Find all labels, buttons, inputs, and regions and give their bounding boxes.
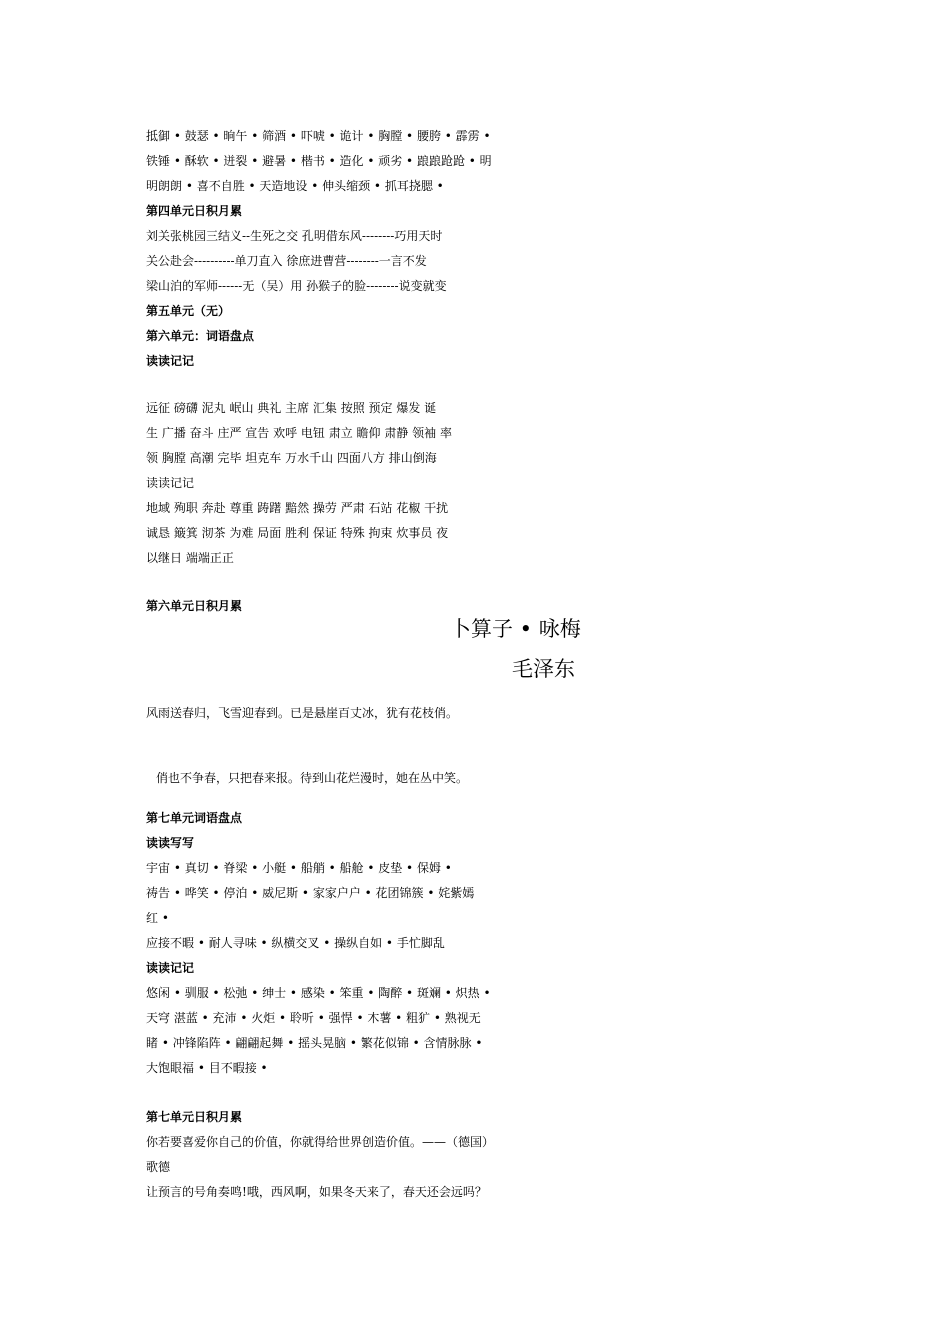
word-line: 生 广播 奋斗 庄严 宣告 欢呼 电钮 肃立 瞻仰 肃静 领袖 率 [146,426,452,440]
unit6-words [146,396,816,571]
unit4-section [146,199,816,299]
unit7-daily-section [146,1105,816,1205]
word-line: 睹 • 冲锋陷阵 • 翩翩起舞 • 摇头晃脑 • 繁花似锦 • 含情脉脉 • [146,1036,483,1050]
unit6-daily-section [146,594,816,619]
poem-author: 毛泽东 [512,657,575,681]
unit3-words-continued [146,124,816,199]
word-line: 地域 殉职 奔赴 尊重 踌躇 黯然 操劳 严肃 石站 花椒 干扰 [146,501,449,515]
subsection-heading: 读读记记 [146,354,195,368]
unit7-section [146,806,816,1081]
unit6-section [146,324,816,374]
word-line: 领 胸膛 高潮 完毕 坦克车 万水千山 四面八方 排山倒海 [146,451,437,465]
word-line: 远征 磅礴 泥丸 岷山 典礼 主席 汇集 按照 预定 爆发 诞 [146,401,437,415]
quote-line: 歌德 [146,1160,171,1174]
quote-line: 你若要喜爱你自己的价值，你就得给世界创造价值。——（德国） [146,1135,495,1149]
idiom-line: 关公赴会----------单刀直入 徐庶进曹营--------一言不发 [146,254,427,268]
poem-line [156,766,826,791]
unit5-section [146,299,816,324]
word-line: 铁锤 • 酥软 • 迸裂 • 避暑 • 楷书 • 造化 • 顽劣 • 踉踉跄跄 • 明 [146,154,492,168]
subsection-heading: 读读写写 [146,836,195,850]
poem-title: 卜算子 • 咏梅 [450,617,581,641]
word-line: 大饱眼福 • 目不暇接 • [146,1061,268,1075]
idiom-line: 刘关张桃园三结义--生死之交 孔明借东风--------巧用天时 [146,229,443,243]
poem-line-text: 俏也不争春，只把春来报。待到山花烂漫时，她在丛中笑。 [156,771,469,785]
section-heading: 第六单元日积月累 [146,599,243,613]
section-heading: 第四单元日积月累 [146,204,243,218]
word-line: 诚恳 簸箕 沏茶 为难 局面 胜利 保证 特殊 拘束 炊事员 夜 [146,526,449,540]
poem-line [146,701,816,726]
word-line: 红 • [146,911,169,925]
idiom-line: 梁山泊的军师------无（吴）用 孙猴子的脸--------说变就变 [146,279,447,293]
quote-line: 让预言的号角奏鸣!哦，西风啊，如果冬天来了，春天还会远吗？ [146,1185,487,1199]
poem-line-text: 风雨送春归，飞雪迎春到。已是悬崖百丈冰，犹有花枝俏。 [146,706,459,720]
subsection-heading: 读读记记 [146,476,195,490]
section-heading: 第七单元日积月累 [146,1110,243,1124]
word-line: 明朗朗 • 喜不自胜 • 天造地设 • 伸头缩颈 • 抓耳挠腮 • [146,179,444,193]
word-line: 应接不暇 • 耐人寻味 • 纵横交叉 • 操纵自如 • 手忙脚乱 [146,936,445,950]
section-heading: 第五单元（无） [146,304,231,318]
word-line: 悠闲 • 驯服 • 松弛 • 绅士 • 感染 • 笨重 • 陶醉 • 斑斓 • 炽热 • [146,986,491,1000]
word-line: 宇宙 • 真切 • 脊梁 • 小艇 • 船艄 • 船舱 • 皮垫 • 保姆 • [146,861,452,875]
word-line: 祷告 • 哗笑 • 停泊 • 威尼斯 • 家家户户 • 花团锦簇 • 姹紫嫣 [146,886,475,900]
subsection-heading: 读读记记 [146,961,195,975]
word-line: 天穹 湛蓝 • 充沛 • 火炬 • 聆听 • 强悍 • 木薯 • 粗犷 • 熟视无 [146,1011,481,1025]
word-line: 以继日 端端正正 [146,551,234,565]
section-heading: 第七单元词语盘点 [146,811,243,825]
word-line: 抵御 • 鼓瑟 • 晌午 • 筛酒 • 吓唬 • 诡计 • 胸膛 • 腰胯 • 霹雳 • [146,129,491,143]
section-heading: 第六单元：词语盘点 [146,329,255,343]
